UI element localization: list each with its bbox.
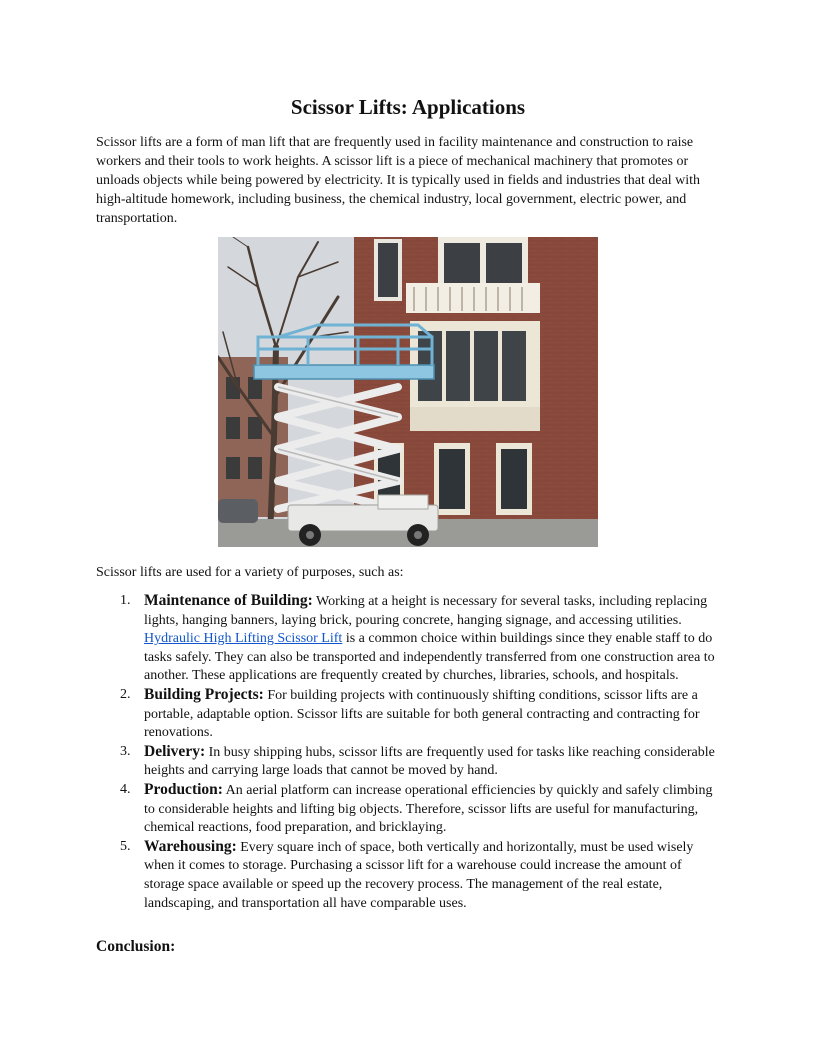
list-item-number: 1. — [120, 593, 131, 608]
list-item-term: Building Projects: — [144, 685, 264, 703]
list-item-number: 4. — [120, 781, 131, 797]
list-item-warehousing — [120, 837, 722, 913]
list-item-building-projects — [120, 685, 722, 743]
list-item-text: In busy shipping hubs, scissor lifts are frequently used for tasks like reaching considerable heights and carrying large loads that cannot be moved by hand. — [144, 744, 715, 779]
list-item-term: Delivery: — [144, 742, 206, 760]
conclusion-heading: Conclusion: — [96, 938, 176, 955]
list-item-delivery — [120, 742, 722, 781]
list-item-text: For building projects with continuously shifting conditions, scissor lifts are a portable, adaptable option. Scissor lifts are suitable for both general contracting and contracting for renovations. — [144, 687, 700, 741]
list-lead-text: Scissor lifts are used for a variety of purposes, such as: — [96, 565, 404, 580]
list-item-number: 3. — [120, 743, 131, 759]
hydraulic-scissor-lift-link[interactable]: Hydraulic High Lifting Scissor Lift — [144, 631, 343, 647]
list-item-text: Working at a height is necessary for several tasks, including replacing lights, hanging banners, laying brick, pouring concrete, hanging signage, and accessing utilities. — [144, 594, 708, 628]
purposes-list — [120, 592, 722, 913]
list-item-maintenance — [120, 592, 722, 686]
list-item-term: Production: — [144, 780, 223, 798]
list-item-text: Every square inch of space, both vertically and horizontally, must be used wisely when it comes to storage. Purchasing a scissor lift for a warehouse could increase the amount of storage space available or speed up the recovery process. The management of the real estate, landscaping, and transportation all have comparable uses. — [144, 839, 694, 911]
intro-paragraph: Scissor lifts are a form of man lift that are frequently used in facility maintenance and construction to raise workers and their tools to work heights. A scissor lift is a piece of mechanical machinery that promotes or unloads objects while being powered by electricity. It is typically used in fields and industries that deal with high-altitude homework, including business, the chemical industry, local government, electric power, and transportation. — [96, 135, 701, 226]
list-item-term: Maintenance of Building: — [144, 592, 313, 609]
list-item-text: is a common choice within buildings since they enable staff to do tasks safely. They can also be transported and independently transferred from one construction area to another. These applications are frequently created by churches, libraries, schools, and hospitals. — [144, 631, 715, 684]
list-item-production — [120, 780, 722, 838]
page-title: Scissor Lifts: Applications — [290, 95, 526, 119]
list-item-text: An aerial platform can increase operational efficiencies by quickly and safely climbing to considerable heights and lifting big objects. Therefore, scissor lifts are useful for manufacturing, chemical reactions, food preparation, and bricklaying. — [144, 782, 713, 836]
list-item-number: 5. — [120, 838, 131, 854]
list-item-number: 2. — [120, 686, 131, 702]
scissor-lift-illustration — [218, 237, 598, 547]
scissor-lift-photo — [218, 237, 598, 547]
list-item-term: Warehousing: — [144, 837, 237, 855]
